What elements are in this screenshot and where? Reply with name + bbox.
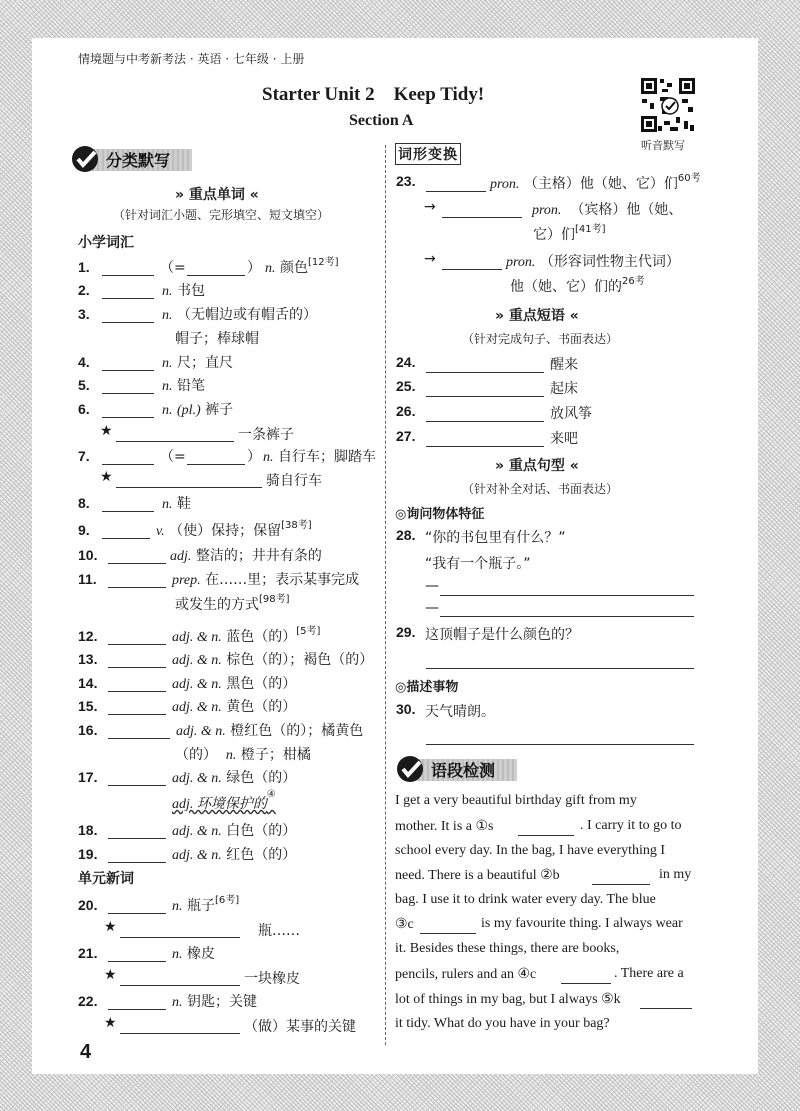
item-number: 27. [396, 428, 416, 444]
vocab-item-2: 2. [78, 282, 90, 298]
topic-describe-features: ◎询问物体特征 [395, 507, 485, 522]
item-number: 28. [396, 527, 416, 543]
passage-line: pencils, rulers and an ④c [395, 967, 537, 982]
passage-line: . I carry it to go to [580, 818, 682, 833]
paren-open: （= [160, 260, 186, 276]
passage-blank-2[interactable] [592, 883, 650, 885]
item-meaning: n. (pl.) 裤子 [162, 402, 234, 418]
item-23-line2-cont: 它）们[41考] [533, 224, 606, 243]
vocab-item-11: 11. [78, 571, 97, 587]
item-23-line3: pron. （形容词性物主代词） [506, 254, 680, 270]
item-23-line3-cont: 他（她、它）们的$^{26考}$ [510, 276, 645, 295]
item-meaning: n. 书包 [162, 283, 205, 299]
banner-label: 分类默写 [106, 151, 171, 170]
vocab-item-10: 10. [78, 547, 98, 563]
item-meaning: adj. & n. 白色（的） [172, 823, 297, 839]
item-extra-meaning: adj. 环境保护的④ [172, 789, 276, 812]
item-meaning: n. （无帽边或有帽舌的） [162, 307, 317, 323]
passage-line: bag. I use it to drink water every day. The blue [395, 892, 656, 907]
answer-blank[interactable] [426, 371, 544, 373]
dialogue-dash: — [425, 578, 439, 594]
vocab-item-4: 4. [78, 354, 90, 370]
scan-border-bottom [0, 1074, 800, 1111]
answer-line[interactable] [426, 667, 694, 669]
item-meaning: adj. 整洁的；井井有条的 [170, 548, 322, 564]
answer-blank[interactable] [108, 1008, 166, 1010]
answer-blank[interactable] [108, 912, 166, 914]
answer-blank[interactable] [108, 713, 166, 715]
passage-blank-5[interactable] [640, 1007, 692, 1009]
item-meaning: n. 尺；直尺 [162, 355, 233, 371]
star-meaning: 瓶…… [258, 923, 300, 939]
star-icon: ★ [104, 1015, 117, 1031]
answer-blank[interactable] [116, 486, 262, 488]
answer-blank[interactable] [108, 960, 166, 962]
vocab-item-20: 20. [78, 897, 98, 913]
vocab-item-13: 13. [78, 651, 98, 667]
answer-blank[interactable] [426, 420, 544, 422]
phrase-meaning: 放风筝 [550, 406, 592, 422]
item-meaning: v. （使）保持；保留[38考] [156, 520, 312, 539]
answer-blank[interactable] [102, 369, 154, 371]
passage-line: is my favourite thing. I always wear [481, 916, 683, 931]
item-meaning: adj. & n. 红色（的） [172, 847, 297, 863]
vocab-item-8: 8. [78, 495, 90, 511]
star-icon: ★ [100, 423, 113, 439]
book-title: 情境题与中考新考法 · 英语 · 七年级 · 上册 [78, 52, 305, 66]
item-meaning: n. 鞋 [162, 496, 191, 512]
qr-code-icon[interactable] [640, 77, 696, 133]
answer-blank[interactable] [108, 784, 166, 786]
key-words-heading: » 重点单词 « [175, 187, 259, 203]
answer-blank[interactable] [120, 984, 240, 986]
answer-blank[interactable] [442, 268, 502, 270]
answer-line[interactable] [440, 594, 694, 596]
passage-line: lot of things in my bag, but I always ⑤k [395, 992, 621, 1007]
vocab-item-6: 6. [78, 401, 90, 417]
arrow-icon: → [424, 251, 436, 267]
item-number: 24. [396, 354, 416, 370]
answer-blank[interactable] [102, 297, 154, 299]
star-meaning: 骑自行车 [266, 473, 322, 489]
answer-blank[interactable] [108, 586, 166, 588]
phrase-meaning: 起床 [550, 381, 578, 397]
star-meaning: 一块橡皮 [244, 971, 300, 987]
arrow-icon: → [424, 199, 436, 215]
item-meaning-cont: 帽子；棒球帽 [175, 331, 259, 347]
answer-line[interactable] [426, 743, 694, 745]
answer-blank[interactable] [108, 643, 166, 645]
passage-line: it. Besides these things, there are books, [395, 941, 620, 956]
scan-border-top [0, 0, 800, 38]
question-text: 这顶帽子是什么颜色的？ [425, 627, 579, 643]
item-meaning: adj. & n. 绿色（的） [172, 770, 297, 786]
vocab-item-18: 18. [78, 822, 98, 838]
item-number: 26. [396, 403, 416, 419]
star-icon: ★ [104, 967, 117, 983]
answer-blank[interactable] [108, 837, 166, 839]
answer-blank[interactable] [102, 463, 154, 465]
question-text: 天气晴朗。 [425, 704, 495, 720]
new-words-heading: 单元新词 [78, 871, 134, 887]
item-meaning: adj. & n. 黄色（的） [172, 699, 297, 715]
answer-blank[interactable] [442, 216, 522, 218]
item-number: 1. [78, 259, 90, 275]
vocab-item-15: 15. [78, 698, 98, 714]
answer-blank[interactable] [102, 510, 154, 512]
sentences-heading: » 重点句型 « [495, 458, 579, 474]
banner-passage-check [395, 754, 520, 784]
vocab-item-22: 22. [78, 993, 98, 1009]
key-words-note: （针对词汇小题、完形填空、短文填空） [113, 208, 330, 222]
check-badge-icon [395, 754, 429, 784]
answer-blank[interactable] [120, 1032, 240, 1034]
vocab-item-3: 3. [78, 306, 90, 322]
answer-line[interactable] [440, 615, 694, 617]
item-23-line2: pron. （宾格）他（她、 [532, 202, 683, 218]
answer-blank[interactable] [426, 395, 544, 397]
phrases-note: （针对完成句子、书面表达） [462, 332, 619, 346]
passage-line: mother. It is a ①s [395, 819, 494, 834]
sentences-note: （针对补全对话、书面表达） [462, 482, 619, 496]
paren-open: （= [160, 449, 186, 465]
dialogue-dash: — [425, 600, 439, 616]
vocab-item-12: 12. [78, 628, 98, 644]
phrase-meaning: 来吧 [550, 431, 578, 447]
answer-text: “我有一个瓶子。” [425, 556, 531, 572]
passage-line: . There are a [614, 966, 684, 981]
item-meaning: n. 瓶子[6考] [172, 895, 240, 914]
answer-blank[interactable] [120, 936, 240, 938]
vocab-item-9: 9. [78, 522, 90, 538]
star-meaning: 一条裤子 [238, 427, 294, 443]
answer-blank[interactable] [426, 190, 486, 192]
word-transformation-tag: 词形变换 [395, 143, 461, 165]
item-meaning: n. 颜色[12考] [265, 257, 339, 276]
answer-blank[interactable] [187, 463, 245, 465]
answer-blank[interactable] [108, 861, 166, 863]
banner-classified-dictation [70, 144, 195, 174]
vocab-item-19: 19. [78, 846, 98, 862]
column-divider [385, 145, 386, 1045]
section-title: Section A [349, 112, 414, 129]
answer-blank[interactable] [426, 445, 544, 447]
paren-close: ） [247, 260, 261, 276]
answer-blank[interactable] [108, 562, 166, 564]
vocab-item-5: 5. [78, 377, 90, 393]
passage-line: it tidy. What do you have in your bag? [395, 1016, 610, 1031]
answer-blank[interactable] [108, 666, 166, 668]
vocab-item-1 [78, 256, 90, 278]
passage-blank-3[interactable] [420, 932, 476, 934]
item-meaning: n. 自行车；脚踏车 [263, 449, 376, 465]
page-number: 4 [80, 1041, 92, 1063]
star-icon: ★ [100, 469, 113, 485]
answer-blank[interactable] [102, 321, 154, 323]
item-number: 23. [396, 173, 416, 189]
paren-close: ） [247, 449, 261, 465]
answer-blank[interactable] [108, 737, 170, 739]
passage-blank-1[interactable] [518, 834, 574, 836]
vocab-item-17: 17. [78, 769, 98, 785]
star-icon: ★ [104, 919, 117, 935]
check-badge-icon [70, 144, 104, 174]
item-meaning: adj. & n. 棕色（的）；褐色（的） [172, 652, 374, 668]
passage-line: ③c [395, 917, 414, 932]
primary-vocab-heading: 小学词汇 [78, 235, 134, 251]
answer-blank[interactable] [102, 392, 154, 394]
answer-blank[interactable] [102, 537, 150, 539]
item-meaning-cont: （的） n. 橙子；柑橘 [175, 747, 311, 763]
banner-label: 语段检测 [431, 761, 496, 780]
answer-blank[interactable] [187, 274, 245, 276]
item-number: 25. [396, 378, 416, 394]
vocab-item-16: 16. [78, 722, 98, 738]
item-meaning: n. 橡皮 [172, 946, 215, 962]
passage-line: school every day. In the bag, I have everything I [395, 843, 666, 858]
question-text: “你的书包里有什么？” [425, 530, 566, 546]
scan-border-right [758, 0, 800, 1111]
phrase-meaning: 醒来 [550, 357, 578, 373]
vocab-item-21: 21. [78, 945, 98, 961]
passage-line: need. There is a beautiful ②b [395, 868, 560, 883]
answer-blank[interactable] [102, 274, 154, 276]
unit-title: Starter Unit 2 Keep Tidy! [262, 84, 485, 105]
passage-blank-4[interactable] [561, 982, 611, 984]
item-meaning: adj. & n. 蓝色（的）[5考] [172, 626, 321, 645]
answer-blank[interactable] [102, 416, 154, 418]
item-meaning: adj. & n. 黑色（的） [172, 676, 297, 692]
item-number: 29. [396, 624, 416, 640]
answer-blank[interactable] [116, 440, 234, 442]
scan-border-left [0, 0, 32, 1111]
topic-describe-things: ◎描述事物 [395, 680, 459, 695]
phrases-heading: » 重点短语 « [495, 308, 579, 324]
item-meaning-cont: 或发生的方式[98考] [175, 594, 290, 613]
item-meaning: prep. 在……里；表示某事完成 [172, 572, 360, 588]
item-meaning: n. 铅笔 [162, 378, 205, 394]
passage-line: I get a very beautiful birthday gift from my [395, 793, 637, 808]
item-meaning: n. 钥匙；关键 [172, 994, 257, 1010]
answer-blank[interactable] [108, 690, 166, 692]
star-meaning: （做）某事的关键 [244, 1019, 356, 1035]
vocab-item-7: 7. [78, 448, 90, 464]
vocab-item-14: 14. [78, 675, 98, 691]
item-23-line1: pron. （主格）他（她、它）们$^{60考}$ [490, 173, 701, 192]
item-number: 30. [396, 701, 416, 717]
item-meaning: adj. & n. 橙红色（的）；橘黄色 [176, 723, 364, 739]
qr-caption: 听音默写 [641, 139, 685, 152]
passage-line: in my [659, 867, 692, 882]
